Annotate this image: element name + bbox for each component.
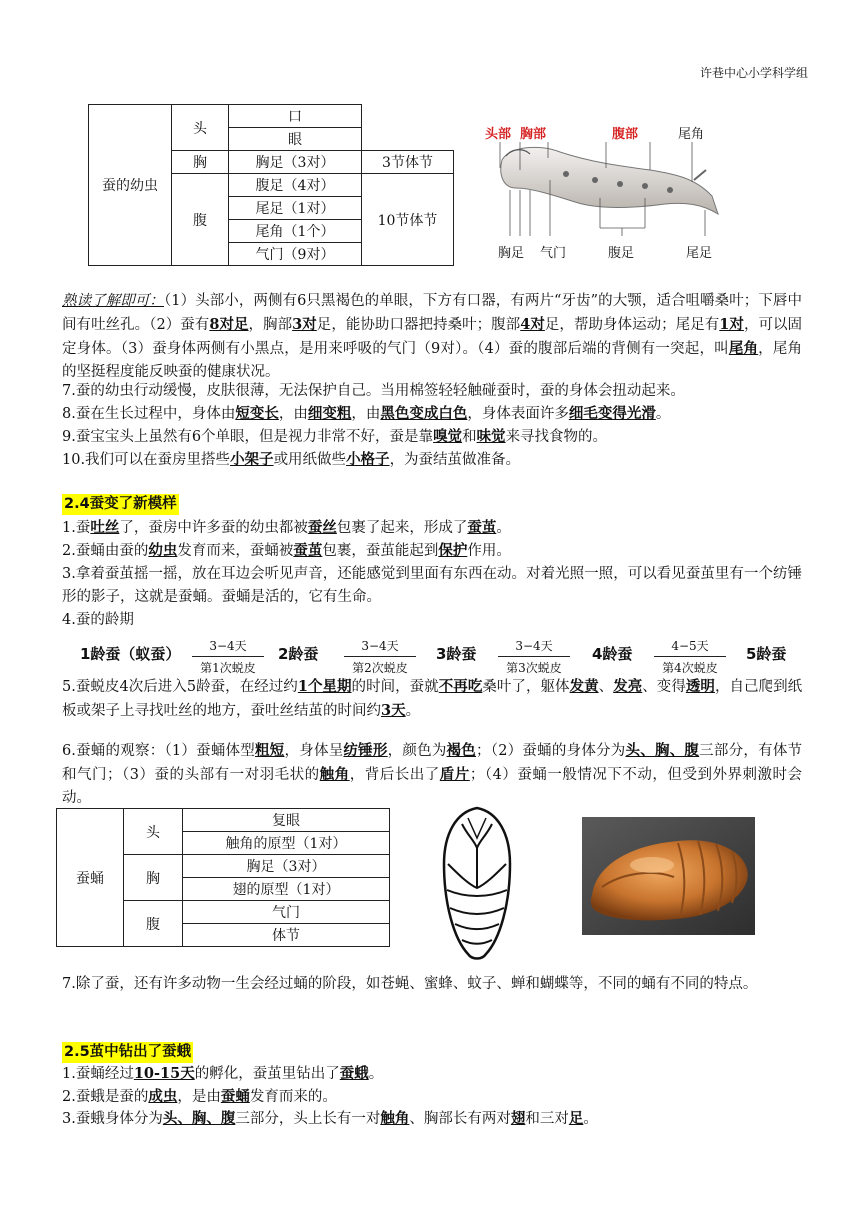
s24-line-4: 4.蚕的龄期 xyxy=(62,612,134,628)
pupa-belly: 腹 xyxy=(124,901,183,947)
pupa-photo xyxy=(582,817,755,935)
line-7: 7.蚕的幼虫行动缓慢，皮肤很薄，无法保护自己。当用棉签轻轻触碰蚕时，蚕的身体会扭动起来。 xyxy=(62,383,685,399)
read-lead: 熟读了解即可： xyxy=(62,293,164,309)
larva-spiracle: 气门（9对） xyxy=(229,243,362,266)
s24-line-5: 5.蚕蜕皮4次后进入5龄蚕，在经过约1个星期的时间，蚕就不再吃桑叶了，躯体发黄、发亮、变得透明，自己爬到纸板或架子上寻找吐丝的地方，蚕吐丝结茧的时间约3天。 xyxy=(62,678,803,719)
fig-label-tail-horn: 尾角 xyxy=(678,127,705,142)
fig-label-spiracle: 气门 xyxy=(540,246,567,261)
instar-3: 3龄蚕 xyxy=(436,645,477,663)
larva-belly-seg: 10节体节 xyxy=(362,174,454,266)
s24-line-2: 2.蚕蛹由蚕的幼虫发育而来，蚕蛹被蚕茧包裹，蚕茧能起到保护作用。 xyxy=(62,542,511,559)
larva-chest-legs: 胸足（3对） xyxy=(229,151,362,174)
line-10: 10.我们可以在蚕房里搭些小架子或用纸做些小格子，为蚕结茧做准备。 xyxy=(62,451,521,468)
pupa-spiracle: 气门 xyxy=(183,901,390,924)
pupa-head: 头 xyxy=(124,809,183,855)
larva-figure xyxy=(480,118,740,268)
s24-line-1: 1.蚕吐丝了，蚕房中许多蚕的幼虫都被蚕丝包裹了起来，形成了蚕茧。 xyxy=(62,519,511,536)
pupa-chest-legs: 胸足（3对） xyxy=(183,855,390,878)
instar-1: 1龄蚕（蚁蚕） xyxy=(80,645,181,663)
pupa-segment: 体节 xyxy=(183,924,390,947)
instar-diagram xyxy=(80,637,800,677)
pupa-title: 蚕蛹 xyxy=(57,809,124,947)
larva-tail-horn: 尾角（1个） xyxy=(229,220,362,243)
s24-line-6: 6.蚕蛹的观察：（1）蚕蛹体型粗短，身体呈纺锤形，颜色为褐色；（2）蚕蛹的身体分为头、胸、腹三部分，有体节和气门；（3）蚕的头部有一对羽毛状的触角，背后长出了盾片；（4）蚕蛹一般情况下不动，但受到外界刺激时会动。 xyxy=(62,742,803,806)
s25-line-1: 1.蚕蛹经过10-15天的孵化，蚕茧里钻出了蚕蛾。 xyxy=(62,1065,384,1082)
larva-table xyxy=(88,104,454,266)
larva-belly: 腹 xyxy=(172,174,229,266)
fig-label-chest-legs: 胸足 xyxy=(498,246,525,261)
s24-line-7: 7.除了蚕，还有许多动物一生会经过蛹的阶段，如苍蝇、蜜蜂、蚊子、蝉和蝴蝶等，不同的蛹有不同的特点。 xyxy=(62,976,758,992)
pupa-wing: 翅的原型（1对） xyxy=(183,878,390,901)
page-header: 许巷中心小学科学组 xyxy=(699,66,808,80)
larva-chest-seg: 3节体节 xyxy=(362,151,454,174)
fig-label-head: 头部 xyxy=(485,127,512,142)
molt-2: 3−4天 第2次蜕皮 xyxy=(344,637,416,676)
pupa-table xyxy=(56,808,390,947)
section-2-5-title: 2.5茧中钻出了蚕蛾 xyxy=(62,1042,193,1063)
pupa-antenna: 触角的原型（1对） xyxy=(183,832,390,855)
s25-line-2: 2.蚕蛾是蚕的成虫，是由蚕蛹发育而来的。 xyxy=(62,1088,337,1105)
larva-title: 蚕的幼虫 xyxy=(89,105,172,266)
molt-4: 4−5天 第4次蜕皮 xyxy=(654,637,726,676)
fig-label-belly: 腹部 xyxy=(612,127,639,142)
fig-label-belly-legs: 腹足 xyxy=(608,246,635,261)
larva-belly-legs: 腹足（4对） xyxy=(229,174,362,197)
pupa-compound-eye: 复眼 xyxy=(183,809,390,832)
molt-3: 3−4天 第3次蜕皮 xyxy=(498,637,570,676)
para-read: 熟读了解即可：（1）头部小，两侧有6只黑褐色的单眼，下方有口器，有两片“牙齿”的大颚，适合咀嚼桑叶；下唇中间有吐丝孔。（2）蚕有8对足，胸部3对足，能协助口器把持桑叶；腹部4对足，帮助身体运动；尾足有1对，可以固定身体。（3）蚕身体两侧有小黑点，是用来呼吸的气门（9对）。（4）蚕的腹部后端的背侧有一突起，叫尾角，尾角的坚挺程度能反映蚕的健康状况。 xyxy=(62,293,803,380)
section-2-4-title: 2.4蚕变了新模样 xyxy=(62,494,179,515)
larva-eye: 眼 xyxy=(229,128,362,151)
fig-label-tail-legs: 尾足 xyxy=(686,246,713,261)
pupa-drawing-icon xyxy=(438,804,516,962)
s25-line-3: 3.蚕蛾身体分为头、胸、腹三部分，头上长有一对触角、胸部长有两对翅和三对足。 xyxy=(62,1110,598,1127)
larva-mouth: 口 xyxy=(229,105,362,128)
line-8: 8.蚕在生长过程中，身体由短变长，由细变粗，由黑色变成白色，身体表面许多细毛变得光滑。 xyxy=(62,405,671,422)
s24-line-3: 3.拿着蚕茧摇一摇，放在耳边会听见声音，还能感觉到里面有东西在动。对着光照一照，可以看见蚕茧里有一个纺锤形的影子，这就是蚕蛹。蚕蛹是活的，它有生命。 xyxy=(62,566,802,605)
larva-chest: 胸 xyxy=(172,151,229,174)
instar-4: 4龄蚕 xyxy=(592,645,633,663)
larva-tail-legs: 尾足（1对） xyxy=(229,197,362,220)
molt-1: 3−4天 第1次蜕皮 xyxy=(192,637,264,676)
instar-5: 5龄蚕 xyxy=(746,645,787,663)
larva-head: 头 xyxy=(172,105,229,151)
pupa-chest: 胸 xyxy=(124,855,183,901)
fig-label-chest: 胸部 xyxy=(520,127,547,142)
instar-2: 2龄蚕 xyxy=(278,645,319,663)
line-9: 9.蚕宝宝头上虽然有6个单眼，但是视力非常不好，蚕是靠嗅觉和味觉来寻找食物的。 xyxy=(62,428,608,445)
